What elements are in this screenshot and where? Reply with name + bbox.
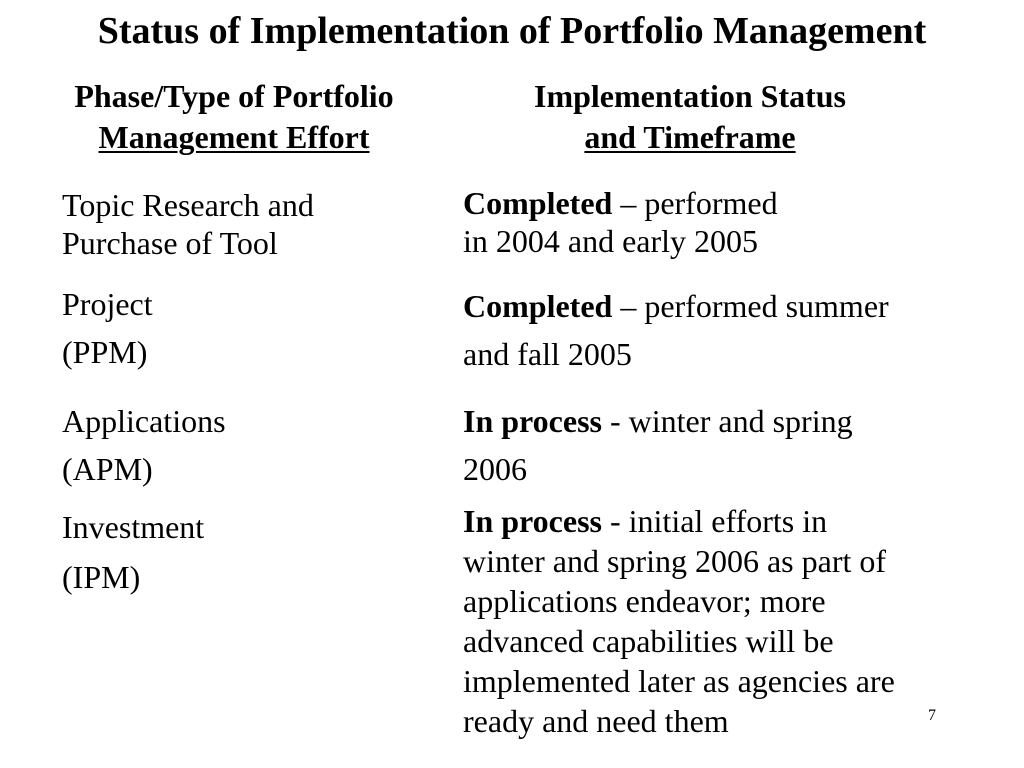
phase-cell-project — [62, 280, 153, 376]
status-text: 2006 — [463, 451, 527, 487]
phase-cell-applications — [62, 397, 226, 493]
phase-cell-topic-research — [62, 186, 314, 262]
status-text: – performed summer — [612, 288, 889, 324]
slide-title: Status of Implementation of Portfolio Management — [97, 10, 927, 52]
status-label: In process — [463, 503, 602, 539]
column-header-status-line1: Implementation Status — [533, 78, 846, 114]
status-cell-project — [463, 282, 889, 378]
phase-cell-investment — [62, 502, 204, 602]
status-label: Completed — [463, 288, 613, 324]
status-text: ready and need them — [463, 703, 729, 739]
status-text: implemented later as agencies are — [463, 663, 895, 699]
status-text: in 2004 and early 2005 — [463, 223, 759, 259]
phase-line: (APM) — [62, 451, 153, 487]
page-number: 7 — [928, 707, 936, 724]
phase-line: (IPM) — [62, 559, 141, 595]
status-text: – performed — [612, 185, 778, 221]
phase-line: Project — [62, 286, 153, 322]
status-text: - winter and spring — [601, 403, 853, 439]
status-text: applications endeavor; more — [463, 583, 826, 619]
status-cell-applications — [463, 397, 853, 493]
status-cell-topic-research — [463, 184, 778, 260]
column-header-phase-line2: Management Effort — [98, 119, 370, 155]
phase-line: Applications — [62, 403, 226, 439]
status-label: In process — [463, 403, 602, 439]
phase-line: Purchase of Tool — [62, 225, 278, 261]
status-text: and fall 2005 — [463, 336, 632, 372]
column-header-phase-line1: Phase/Type of Portfolio — [74, 78, 394, 114]
column-header-status-line2: and Timeframe — [584, 119, 796, 155]
status-label: Completed — [463, 185, 613, 221]
phase-line: Investment — [62, 509, 205, 545]
status-text: advanced capabilities will be — [463, 623, 834, 659]
phase-line: Topic Research and — [62, 187, 314, 223]
status-text: - initial efforts in — [601, 503, 828, 539]
column-header-phase — [34, 76, 434, 158]
phase-line: (PPM) — [62, 334, 148, 370]
status-text: winter and spring 2006 as part of — [463, 543, 887, 579]
column-header-status — [490, 76, 890, 158]
status-cell-investment — [463, 501, 895, 741]
